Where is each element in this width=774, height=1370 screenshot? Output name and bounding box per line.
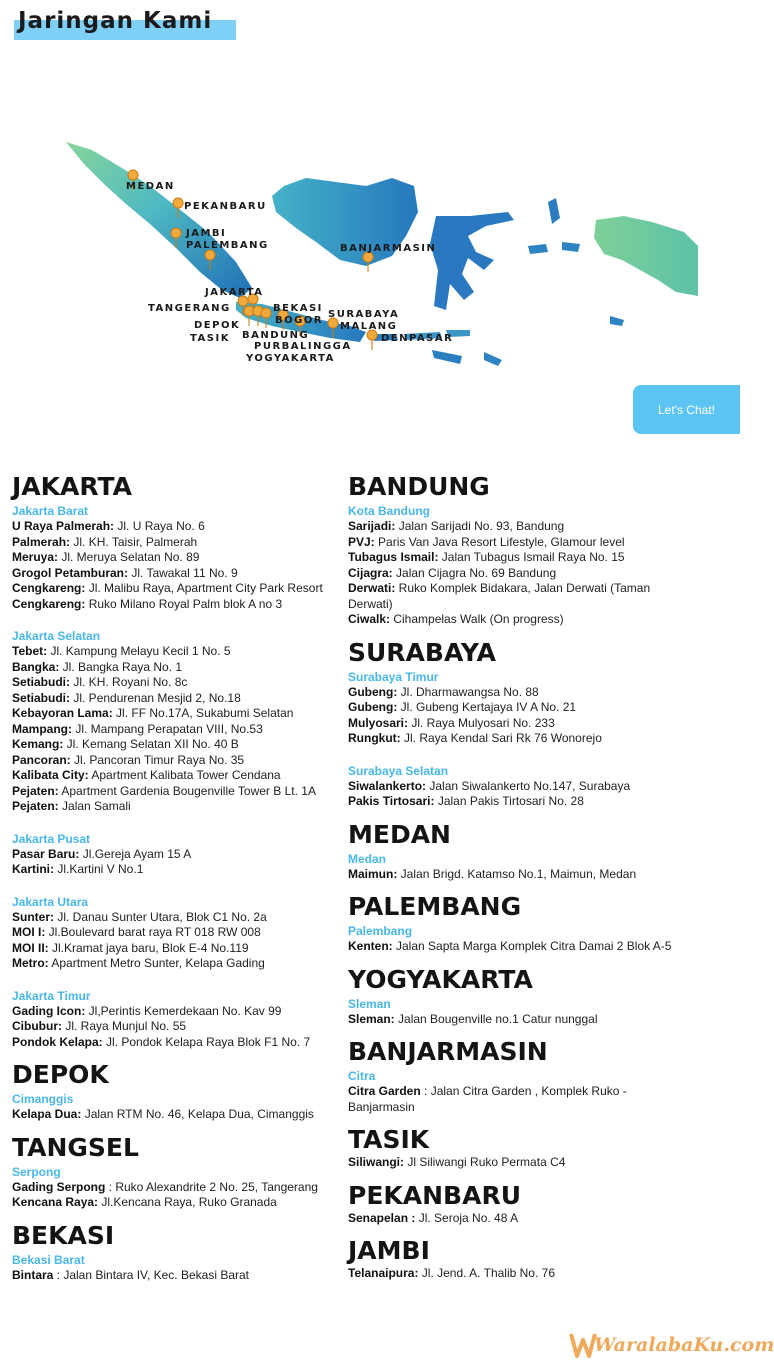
list-item: Kebayoran Lama: Jl. FF No.17A, Sukabumi Selatan	[12, 706, 294, 720]
list-item: Palmerah: Jl. KH. Taisir, Palmerah	[12, 534, 198, 549]
city-label-purbalingga: PURBALINGGA	[254, 341, 352, 352]
region-title: MEDAN	[348, 819, 451, 849]
list-item: Tebet: Jl. Kampung Melayu Kecil 1 No. 5	[12, 644, 231, 658]
list-item: Cengkareng: Jl. Malibu Raya, Apartment City Park Resort	[12, 581, 323, 595]
list-item: Bintara : Jalan Bintara IV, Kec. Bekasi Barat	[12, 1267, 250, 1282]
watermark	[568, 1328, 774, 1364]
left-locations-column	[12, 470, 342, 1283]
list-item: Kalibata City: Apartment Kalibata Tower Cendana	[12, 768, 281, 782]
subregion-title: Surabaya Timur	[348, 669, 439, 684]
list-item: Pejaten: Apartment Gardenia Bougenville Tower B Lt. 1A	[12, 783, 316, 798]
list-item: Gubeng: Jl. Dharmawangsa No. 88	[348, 684, 539, 699]
subregion-title: Serpong	[12, 1164, 61, 1179]
region-title: PEKANBARU	[348, 1180, 521, 1210]
list-item: Gading Icon: Jl,Perintis Kemerdekaan No. Kav 99	[12, 1003, 282, 1018]
list-item: Senapelan : Jl. Seroja No. 48 A	[348, 1210, 519, 1225]
list-item: Telanaipura: Jl. Jend. A. Thalib No. 76	[348, 1266, 555, 1280]
list-item: Pakis Tirtosari: Jalan Pakis Tirtosari No. 28	[348, 794, 584, 808]
subregion-title: Jakarta Selatan	[12, 629, 101, 643]
list-item: Gading Serpong : Ruko Alexandrite 2 No. 25, Tangerang	[12, 1179, 318, 1194]
list-item: Kemang: Jl. Kemang Selatan XII No. 40 B	[12, 737, 239, 751]
list-item: Derwati: Ruko Komplek Bidakara, Jalan Derwati (Taman Derwati)	[348, 581, 651, 611]
list-item: Setiabudi: Jl. KH. Royani No. 8c	[12, 675, 188, 689]
list-item: Ciwalk: Cihampelas Walk (On progress)	[348, 612, 564, 626]
list-item: MOI I: Jl.Boulevard barat raya RT 018 RW 008	[12, 925, 261, 939]
subregion-title: Jakarta Barat	[12, 504, 89, 518]
region-title: JAKARTA	[12, 472, 132, 501]
subregion-title: Cimanggis	[12, 1092, 74, 1106]
city-label-bogor: BOGOR	[275, 315, 324, 326]
list-item: Kelapa Dua: Jalan RTM No. 46, Kelapa Dua, Cimanggis	[12, 1107, 314, 1121]
city-label-bandung: BANDUNG	[242, 330, 310, 341]
list-item: Sarijadi: Jalan Sarijadi No. 93, Bandung	[348, 519, 565, 533]
list-item: Maimun: Jalan Brigd. Katamso No.1, Maimun, Medan	[348, 866, 637, 881]
sulawesi-island	[430, 212, 514, 310]
list-item: Sunter: Jl. Danau Sunter Utara, Blok C1 No. 2a	[12, 909, 267, 924]
list-item: Gubeng: Jl. Gubeng Kertajaya IV A No. 21	[348, 700, 577, 714]
list-item: Rungkut: Jl. Raya Kendal Sari Rk 76 Wonorejo	[348, 731, 602, 745]
list-item: Setiabudi: Jl. Pendurenan Mesjid 2, No.18	[12, 690, 241, 705]
city-label-bekasi: BEKASI	[273, 303, 323, 314]
city-label-palembang: PALEMBANG	[186, 240, 269, 251]
city-label-medan: MEDAN	[126, 181, 175, 192]
region-title: DEPOK	[12, 1060, 109, 1089]
region-title: BANJARMASIN	[348, 1037, 548, 1066]
region-title: PALEMBANG	[348, 892, 522, 921]
region-title: YOGYAKARTA	[348, 964, 533, 994]
page-title: Jaringan Kami	[18, 8, 213, 34]
city-label-depok: DEPOK	[194, 320, 241, 331]
list-item: Citra Garden : Jalan Citra Garden , Komplek Ruko - Banjarmasin	[348, 1084, 627, 1114]
list-item: Pejaten: Jalan Samali	[12, 799, 131, 813]
list-item: Siliwangi: Jl Siliwangi Ruko Permata C4	[348, 1155, 566, 1169]
city-label-malang: MALANG	[340, 321, 398, 332]
city-label-jakarta: JAKARTA	[205, 287, 264, 298]
list-item: U Raya Palmerah: Jl. U Raya No. 6	[12, 519, 205, 533]
list-item: Sleman: Jalan Bougenville no.1 Catur nunggal	[348, 1011, 598, 1026]
city-label-denpasar: DENPASAR	[381, 333, 454, 344]
watermark-text: WaralabaKu.com	[594, 1334, 774, 1356]
list-item: MOI II: Jl.Kramat jaya baru, Blok E-4 No.119	[12, 940, 249, 955]
subregion-title: Bekasi Barat	[12, 1252, 85, 1267]
subregion-title: Jakarta Timur	[12, 988, 91, 1003]
subregion-title: Sleman	[348, 996, 391, 1011]
subregion-title: Surabaya Selatan	[348, 763, 449, 778]
city-label-pekanbaru: PEKANBARU	[184, 201, 267, 212]
region-title: JAMBI	[348, 1236, 430, 1265]
region-title: TANGSEL	[12, 1132, 139, 1162]
list-item: Cibubur: Jl. Raya Munjul No. 55	[12, 1019, 187, 1033]
list-item: Kencana Raya: Jl.Kencana Raya, Ruko Granada	[12, 1195, 277, 1209]
list-item: Siwalankerto: Jalan Siwalankerto No.147, Surabaya	[348, 778, 631, 793]
lets-chat-button[interactable]: Let's Chat!	[633, 385, 740, 434]
sumatra-island	[66, 142, 252, 298]
region-title: SURABAYA	[348, 637, 496, 667]
list-item: Grogol Petamburan: Jl. Tawakal 11 No. 9	[12, 565, 238, 580]
list-item: Kartini: Jl.Kartini V No.1	[12, 862, 144, 876]
city-label-surabaya: SURABAYA	[328, 309, 400, 320]
papua-island	[594, 216, 698, 296]
list-item: Pondok Kelapa: Jl. Pondok Kelapa Raya Blok F1 No. 7	[12, 1034, 311, 1049]
city-label-tasik: TASIK	[190, 333, 230, 344]
subregion-title: Medan	[348, 851, 387, 866]
region-title: BANDUNG	[348, 472, 490, 501]
indonesia-map	[0, 120, 740, 400]
list-item: Pasar Baru: Jl.Gereja Ayam 15 A	[12, 846, 192, 861]
list-item: Pancoran: Jl. Pancoran Timur Raya No. 35	[12, 752, 245, 767]
city-label-jambi: JAMBI	[186, 228, 227, 239]
list-item: Metro: Apartment Metro Sunter, Kelapa Gading	[12, 956, 265, 970]
list-item: Cijagra: Jalan Cijagra No. 69 Bandung	[348, 565, 557, 580]
subregion-title: Jakarta Pusat	[12, 831, 91, 846]
list-item: Bangka: Jl. Bangka Raya No. 1	[12, 659, 183, 674]
list-item: PVJ: Paris Van Java Resort Lifestyle, Glamour level	[348, 534, 625, 549]
city-label-banjarmasin: BANJARMASIN	[340, 243, 437, 254]
list-item: Mampang: Jl. Mampang Perapatan VIII, No.53	[12, 721, 263, 736]
city-label-tangerang: TANGERANG	[148, 303, 231, 314]
subregion-title: Jakarta Utara	[12, 894, 89, 909]
region-title: BEKASI	[12, 1220, 115, 1250]
list-item: Kenten: Jalan Sapta Marga Komplek Citra Damai 2 Blok A-5	[348, 939, 672, 953]
subregion-title: Kota Bandung	[348, 504, 430, 518]
right-locations-column	[348, 470, 738, 1282]
city-label-yogyakarta: YOGYAKARTA	[246, 353, 335, 364]
list-item: Mulyosari: Jl. Raya Mulyosari No. 233	[348, 715, 555, 730]
list-item: Cengkareng: Ruko Milano Royal Palm blok A no 3	[12, 596, 283, 611]
subregion-title: Palembang	[348, 924, 413, 938]
region-title: TASIK	[348, 1125, 430, 1154]
list-item: Meruya: Jl. Meruya Selatan No. 89	[12, 550, 200, 564]
map-of-indonesia-icon	[0, 120, 740, 400]
list-item: Tubagus Ismail: Jalan Tubagus Ismail Raya No. 15	[348, 550, 625, 564]
subregion-title: Citra	[348, 1069, 376, 1083]
